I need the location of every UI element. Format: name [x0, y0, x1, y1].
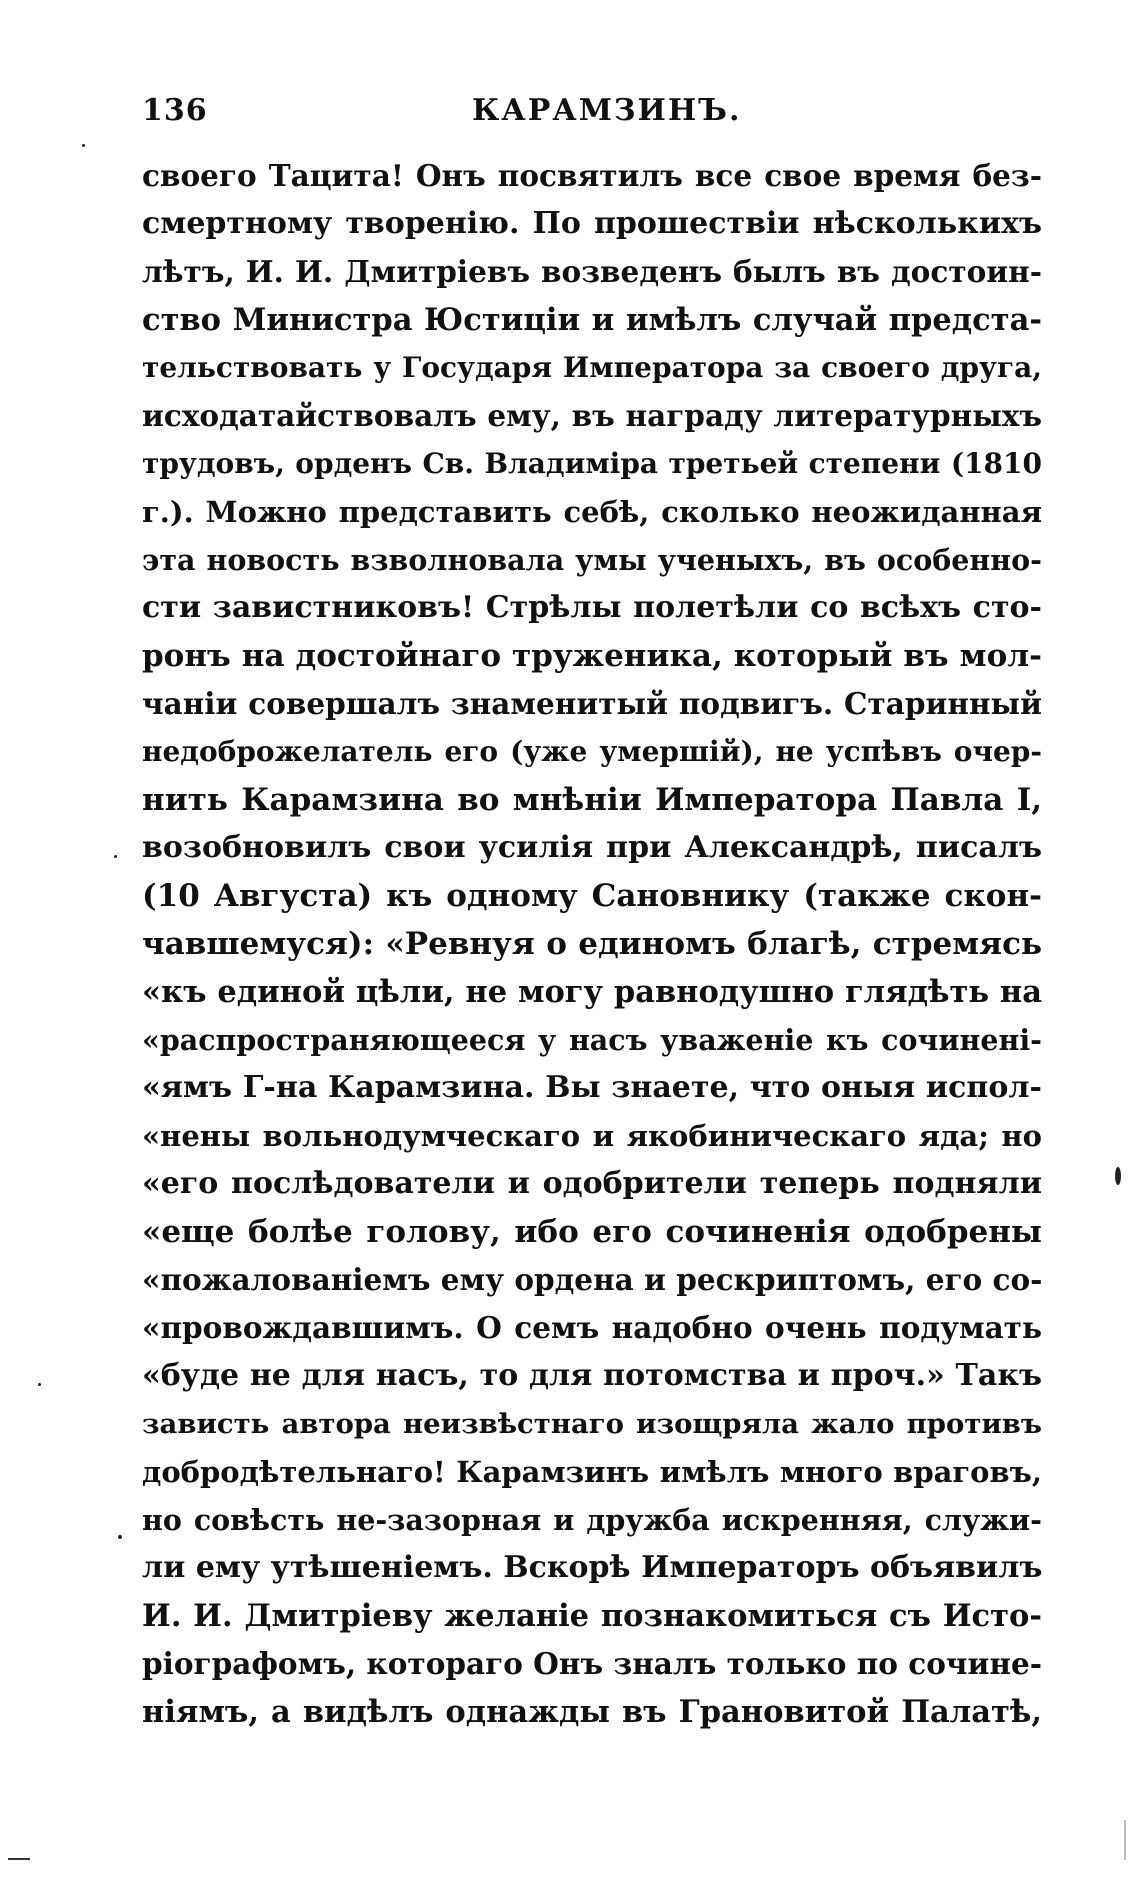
text-line: «провождавшимъ. О семъ надобно очень подумать — [142, 1310, 1042, 1345]
text-line: сти завистниковъ! Стрѣлы полетѣли со всѣхъ сто- — [142, 590, 1042, 625]
text-line: лѣтъ, И. И. Дмитріевъ возведенъ былъ въ достоин- — [142, 254, 1042, 289]
text-line: возобновилъ свои усилія при Александрѣ, писалъ — [142, 830, 1042, 865]
text-line: И. И. Дмитріеву желаніе познакомиться съ Исто- — [142, 1598, 1042, 1634]
text-line: ли ему утѣшеніемъ. Вскорѣ Императоръ объявилъ — [142, 1550, 1042, 1585]
text-line: ство Министра Юстиціи и имѣлъ случай предста- — [142, 302, 1042, 338]
scan-speck — [38, 1383, 41, 1386]
text-line: «буде не для насъ, то для потомства и проч.» Такъ — [142, 1358, 1042, 1393]
text-line: нить Карамзина во мнѣніи Императора Павла I, — [142, 782, 1042, 818]
text-line: «къ единой цѣли, не могу равнодушно глядѣть на — [142, 974, 1042, 1010]
scan-speck — [1115, 1167, 1121, 1185]
text-line: ніямъ, а видѣлъ однажды въ Грановитой Палатѣ, — [142, 1694, 1042, 1730]
text-line: ронъ на достойнаго труженика, который въ мол- — [142, 638, 1042, 674]
text-line: недоброжелатель его (уже умершій), не успѣвъ очер- — [142, 735, 1042, 768]
scan-speck — [82, 144, 85, 147]
scan-speck — [118, 1535, 122, 1539]
scan-edge-mark — [8, 1858, 30, 1860]
text-line: ріографомъ, котораго Онъ зналъ только по сочине- — [142, 1646, 1042, 1681]
text-line: чавшемуся): «Ревнуя о единомъ благѣ, стремясь — [142, 926, 1042, 962]
page-header — [142, 93, 1042, 133]
scan-edge-mark — [1124, 1820, 1126, 1860]
text-line: но совѣсть не-зазорная и дружба искренняя, служи- — [142, 1503, 1042, 1537]
text-line: своего Тацита! Онъ посвятилъ все свое время без- — [142, 158, 1042, 193]
text-line: тельствовать у Государя Императора за своего друга, — [142, 351, 1042, 384]
text-line: смертному творенію. По прошествіи нѣсколькихъ — [142, 206, 1042, 241]
text-line: «еще болѣе голову, ибо его сочиненія одобрены — [142, 1214, 1042, 1250]
text-line: чаніи совершалъ знаменитый подвигъ. Старинный — [142, 686, 1042, 721]
text-line: трудовъ, орденъ Св. Владиміра третьей степени (1810 — [142, 447, 1042, 480]
scan-speck — [114, 855, 117, 858]
text-line: г.). Можно представить себѣ, сколько неожиданная — [142, 495, 1042, 529]
text-line: (10 Августа) къ одному Сановнику (также скон- — [142, 878, 1042, 914]
text-line: «ямъ Г-на Карамзина. Вы знаете, что оныя испол- — [142, 1070, 1042, 1105]
page-number: 136 — [142, 93, 208, 128]
body-text — [142, 152, 1042, 1736]
text-line: «пожалованіемъ ему ордена и рескриптомъ, его со- — [142, 1262, 1042, 1297]
text-line: «нены вольнодумческаго и якобиническаго яда; но — [142, 1119, 1042, 1153]
running-head: КАРАМЗИНЪ. — [472, 93, 742, 128]
text-line: эта новость взволновала умы ученыхъ, въ особенно- — [142, 543, 1042, 577]
text-line: добродѣтельнаго! Карамзинъ имѣлъ много враговъ, — [142, 1455, 1042, 1489]
text-line: «распространяющееся у насъ уваженіе къ сочинені- — [142, 1023, 1042, 1057]
text-line: «его послѣдователи и одобрители теперь подняли — [142, 1166, 1042, 1201]
text-line: зависть автора неизвѣстнаго изощряла жало противъ — [142, 1408, 1042, 1440]
text-line: исходатайствовалъ ему, въ награду литературныхъ — [142, 398, 1042, 433]
